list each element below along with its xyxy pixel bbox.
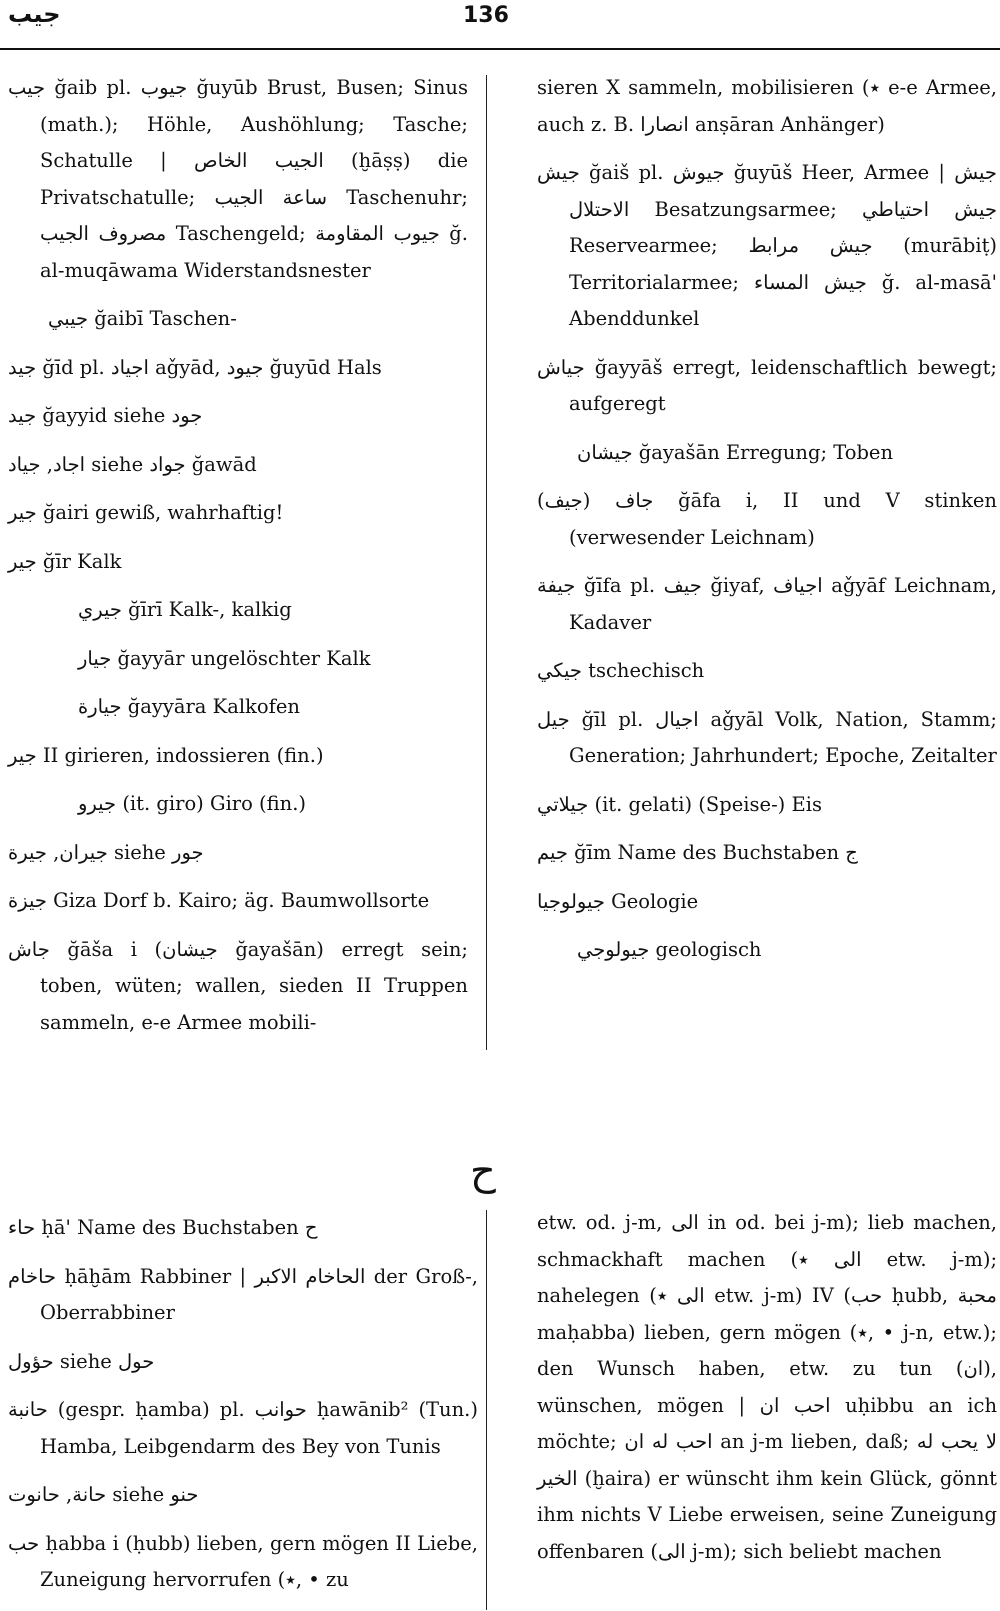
section-letter: ح (470, 1148, 496, 1194)
running-head: جيب (8, 0, 61, 28)
entry-gil: جيل ğīl pl. اجيال aǧyāl Volk, Nation, Stamm; Generation; Jahrhundert; Epoche, Zeitalter (537, 707, 997, 767)
entry-gasa: جاش ğāša i (جيشان ğayašān) erregt sein; toben, wüten; wallen, sieden II Truppen sammeln, e-e Armee mobili- (8, 937, 468, 1034)
entry-gid: جيد ğīd pl. اجياد aǧyād, جيود ğuyūd Hals (8, 355, 382, 379)
entry-hana: حانة, حانوت siehe حنو (8, 1483, 199, 1506)
page-number: 136 (463, 3, 509, 28)
entry-gairi: جير ğairi gewiß, wahrhaftig! (8, 501, 284, 524)
entry-gaib: جيب ğaib pl. جيوب ğuyūb Brust, Busen; Sinus (math.); Höhle, Aushöhlung; Tasche; Schatulle | الجيب الخاص (ḫāṣṣ) die Privatschatulle; ساعة الجيب Taschenuhr; مصروف الجيب Taschengeld; جيوب المقاومة ğ. al-muqāwama Widerstandsnester (8, 76, 468, 282)
entry-habba: حب ḥabba i (ḥubb) lieben, gern mögen II Liebe, Zuneigung hervorrufen (٭, • zu (8, 1531, 478, 1591)
column-divider-bottom (486, 1210, 487, 1610)
entry-gayyas: جياش ğayyāš erregt, leidenschaftlich bewegt; aufgeregt (537, 355, 997, 415)
entry-mobilisieren-cont: sieren X sammeln, mobilisieren (٭ e-e Armee, auch z. B. انصارا anṣāran Anhänger) (537, 76, 997, 136)
right-column-bottom (537, 1205, 997, 1582)
entry-hamba: حانبة (gespr. ḥamba) pl. حوانب ḥawānib² (Tun.) Hamba, Leibgendarm des Bey von Tunis (8, 1398, 478, 1458)
entry-geologisch: جيولوجي geologisch (577, 938, 762, 961)
entry-giro: جيرو (it. giro) Giro (fin.) (78, 792, 307, 815)
entry-gafa: جاف (جيف) ğāfa i, II und V stinken (verwesender Leichnam) (537, 489, 997, 549)
entry-ha: حاء ḥā' Name des Buchstaben ح (8, 1216, 318, 1239)
entry-gayasan: جيشان ğayašān Erregung; Toben (577, 440, 894, 464)
entry-giri: جيري ğīrī Kalk-, kalkig (78, 598, 292, 621)
entry-gelati: جيلاتي (it. gelati) (Speise-) Eis (537, 792, 822, 816)
entry-gais: جيش ğaiš pl. جيوش ğuyūš Heer, Armee | جيش الاحتلال Besatzungsarmee; جيش احتياطي Reservearmee; جيش مرابط (murābiṭ) Territorialarmee; جيش المساء ğ. al-masā' Abenddunkel (537, 161, 998, 330)
entry-gayyar: جيار ğayyār ungelöschter Kalk (78, 646, 371, 670)
right-column-top (537, 70, 997, 981)
entry-tschechisch: جيكي tschechisch (537, 659, 705, 682)
entry-gayyara: جيارة ğayyāra Kalkofen (78, 695, 300, 718)
entry-haham: حاخام ḥāḫām Rabbiner | الحاخام الاكبر der Groß-, Oberrabbiner (8, 1264, 478, 1324)
entry-gir-ii: جير II girieren, indossieren (fin.) (8, 743, 324, 767)
entry-geologie: جيولوجيا Geologie (537, 889, 699, 913)
entry-habba-cont: etw. od. j-m, الى in od. bei j-m); lieb machen, schmackhaft machen (الى ٭ etw. j-m); nahelegen (الى ٭ etw. j-m) IV (حب ḥubb, محبة maḥabba) lieben, gern mögen (٭, • j-n, etw.); den Wunsch haben, etw. zu tun (ان), wünschen, mögen | احب ان uḥibbu an ich möchte; احب له ان an j-m lieben, daß; لا يحب له الخير (ḫaira) er wünscht ihm kein Glück, gönnt ihm nichts V Liebe erweisen, seine Zuneigung offenbaren (الى j-m); sich beliebt machen (537, 1211, 998, 1563)
header-rule (0, 48, 1000, 50)
left-column-bottom (8, 1210, 478, 1611)
entry-gim: جيم ğīm Name des Buchstaben ج (537, 841, 858, 864)
entry-gir: جير ğīr Kalk (8, 549, 122, 573)
entry-gifa: جيفة ğīfa pl. جيف ğiyaf, اجياف aǧyāf Leichnam, Kadaver (537, 574, 997, 634)
entry-giran: جيران, جيرة siehe جور (8, 840, 204, 864)
entry-gaibi: جيبي ğaibī Taschen- (48, 307, 237, 330)
entry-agad: اجاد, جياد siehe جواد ğawād (8, 452, 257, 476)
left-column-top (8, 70, 468, 1053)
entry-hu-ul: حؤول siehe حول (8, 1349, 155, 1373)
entry-gayyid: جيد ğayyid siehe جود (8, 404, 203, 427)
entry-giza: جيزة Giza Dorf b. Kairo; äg. Baumwollsorte (8, 889, 430, 912)
column-divider-top (486, 75, 487, 1050)
